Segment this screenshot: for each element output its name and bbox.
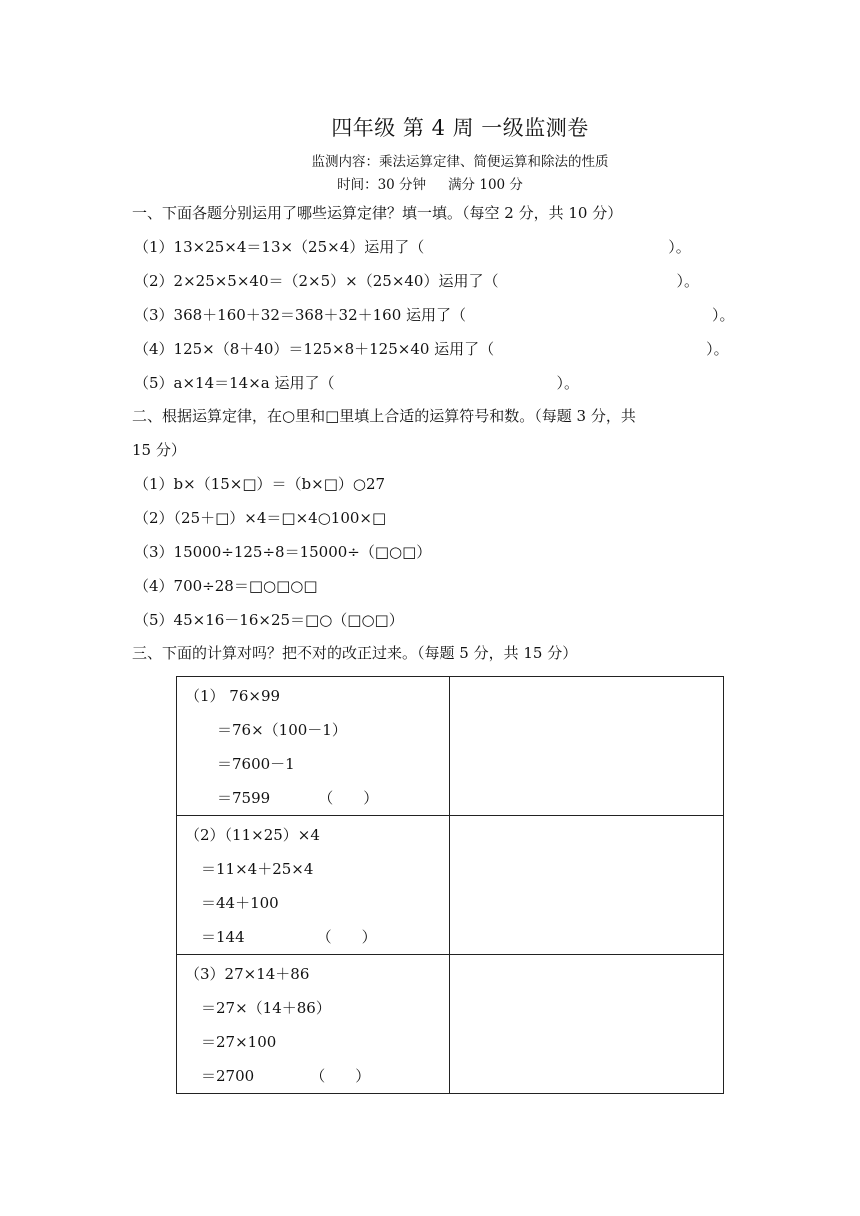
section1-item-4: （4）125×（8＋40）＝125×8＋125×40 运用了（ ）。 <box>134 340 729 358</box>
correction-table <box>176 676 724 1094</box>
section2-item-4[interactable]: （4）700÷28＝□○□○□ <box>134 577 318 595</box>
section1-item-1: （1）13×25×4＝13×（25×4）运用了（ ）。 <box>134 238 691 256</box>
correction-area-2[interactable] <box>450 816 724 955</box>
judge-blank[interactable]: （ ） <box>316 928 377 946</box>
section3-heading: 三、下面的计算对吗？把不对的改正过来。（每题 5 分，共 15 分） <box>132 644 578 662</box>
table-row <box>177 677 724 816</box>
full-score: 满分 100 分 <box>448 177 523 193</box>
section1-heading: 一、下面各题分别运用了哪些运算定律？填一填。（每空 2 分，共 10 分） <box>132 204 623 222</box>
section2-heading-line2: 15 分） <box>132 441 186 459</box>
table-row <box>177 816 724 955</box>
time-score-line <box>0 173 860 193</box>
section1-item-3: （3）368＋160＋32＝368＋32＋160 运用了（ ）。 <box>134 306 735 324</box>
section2-item-3[interactable]: （3）15000÷125÷8＝15000÷（□○□） <box>134 543 432 561</box>
section1-item-5: （5）a×14＝14×a 运用了（ ）。 <box>134 374 580 392</box>
section1-item-2: （2）2×25×5×40＝（2×5）×（25×40）运用了（ ）。 <box>134 272 699 290</box>
correction-area-1[interactable] <box>450 677 724 816</box>
problem-cell-1: （1） 76×99 ＝76×（100－1） ＝7600－1 ＝7599 （ ） <box>177 677 450 816</box>
problem-cell-3: （3）27×14＋86 ＝27×（14＋86） ＝27×100 ＝2700 （ ） <box>177 955 450 1094</box>
judge-blank[interactable]: （ ） <box>310 1067 371 1085</box>
monitor-content: 监测内容：乘法运算定律、简便运算和除法的性质 <box>311 154 609 170</box>
page-title: 四年级 第 4 周 一级监测卷 <box>331 116 589 140</box>
judge-blank[interactable]: （ ） <box>318 789 379 807</box>
time-limit: 时间：30 分钟 <box>337 177 427 193</box>
section2-heading-line1: 二、根据运算定律，在○里和□里填上合适的运算符号和数。（每题 3 分，共 <box>132 407 636 425</box>
correction-area-3[interactable] <box>450 955 724 1094</box>
section2-item-1[interactable]: （1）b×（15×□）＝（b×□）○27 <box>134 475 386 493</box>
problem-cell-2: （2）（11×25）×4 ＝11×4＋25×4 ＝44＋100 ＝144 （ ） <box>177 816 450 955</box>
table-row <box>177 955 724 1094</box>
section2-item-5[interactable]: （5）45×16－16×25＝□○（□○□） <box>134 611 404 629</box>
section2-item-2[interactable]: （2）（25＋□）×4＝□×4○100×□ <box>134 509 387 527</box>
